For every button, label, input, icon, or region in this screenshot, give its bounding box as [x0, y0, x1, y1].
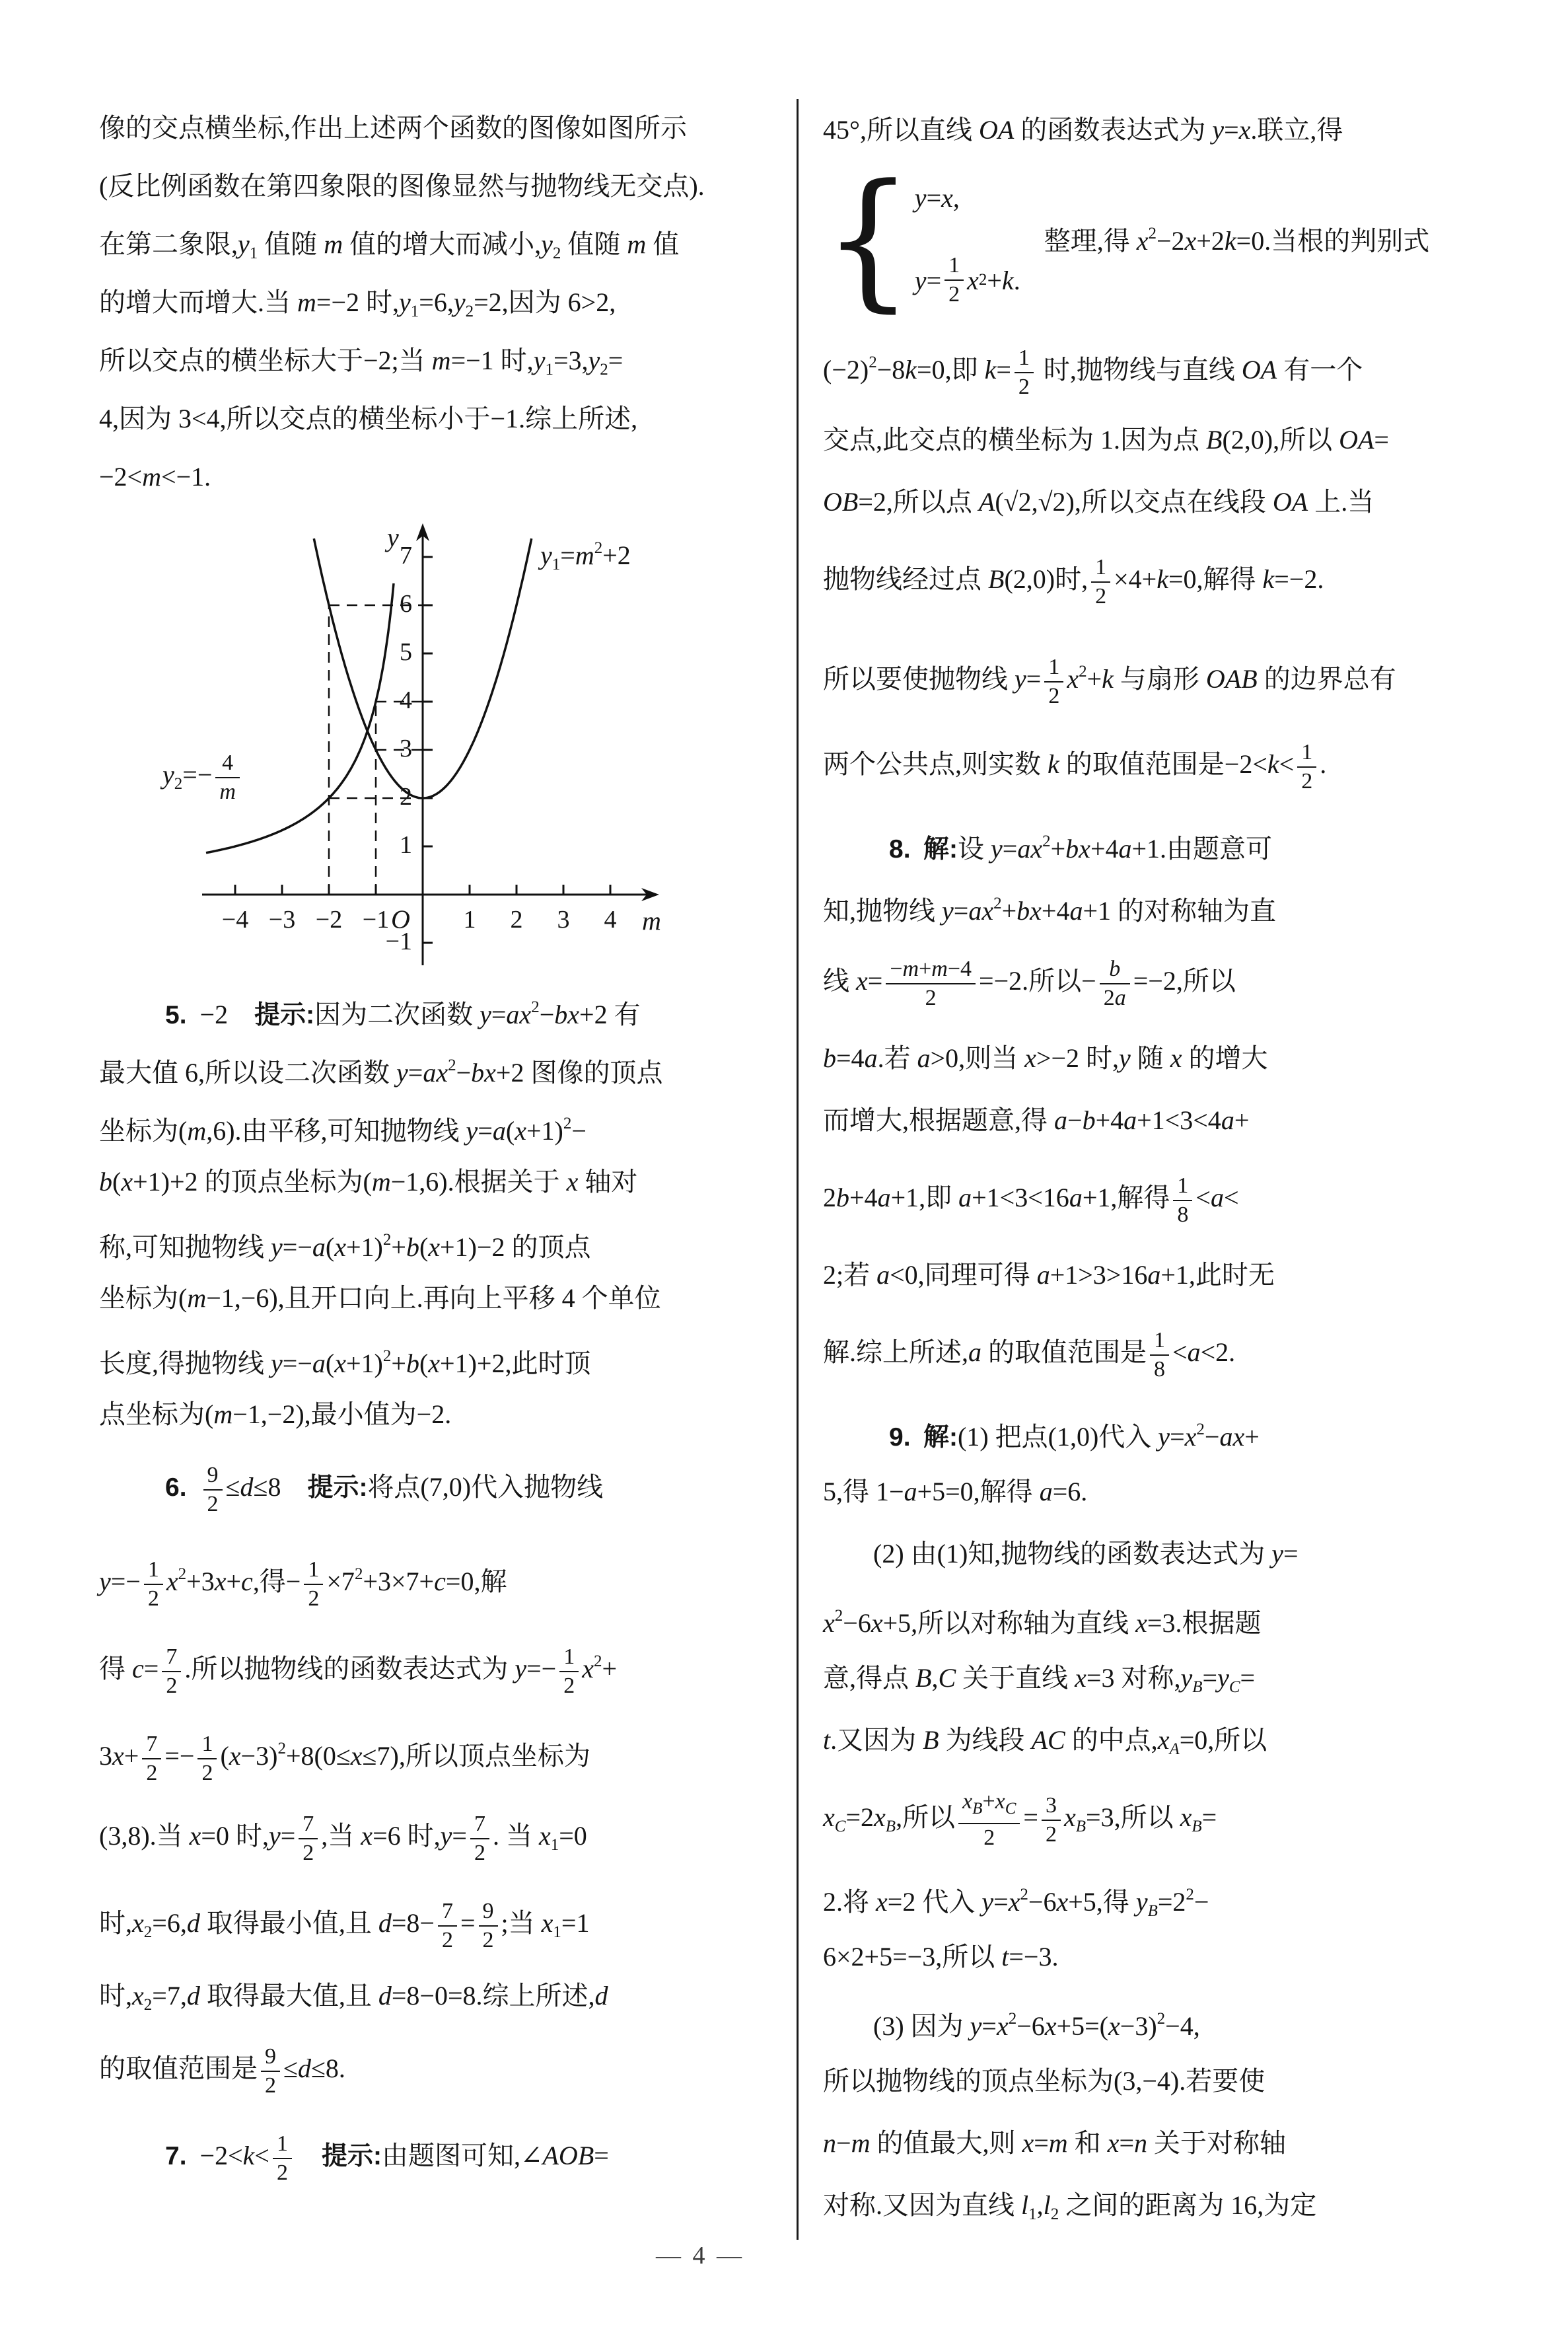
fraction: $\frac{1}{2}$: [559, 1643, 579, 1700]
y-axis-label: y: [387, 523, 399, 552]
y-tick-label: 3: [400, 735, 412, 762]
right-column: [823, 99, 1510, 2236]
text-line: 抛物线经过点 B(2,0)时, $\frac{1}{2}$ ×4+k=0,解得 k=−2.: [823, 533, 1510, 626]
text-line: 坐标为(m,6).由平移,可知抛物线 $y=a(x+1)^2-$: [99, 1115, 587, 1146]
text-line: (3) 因为 $y=x^2-6x+5=(x-3)^2-4$,: [873, 2010, 1200, 2041]
text-line: 称,可知抛物线 $y=-a(x+1)^2+b(x+1)-2$ 的顶点: [99, 1231, 591, 1262]
fraction: $\frac{-m+m-4}{2}$: [886, 955, 976, 1012]
text-line: 8. 解:设 $y=ax^2+bx+4a+1$.由题意可: [889, 832, 1273, 864]
text-line: 意,得点 B,C 关于直线 x=3 对称$,y_B=y_C=$: [823, 1663, 1256, 1696]
text-line: 4,因为 3<4,所以交点的横坐标小于−1.综上所述,: [99, 404, 638, 433]
text-line: 3x+ $\frac{7}{2}$ =− $\frac{1}{2}$ $(x-3)^2+8(0\le x\le 7)$,所以顶点坐标为: [99, 1705, 786, 1792]
y-tick-label: 6: [400, 590, 412, 618]
fraction: $\frac{1}{8}$: [1150, 1327, 1169, 1384]
text-line: 所以交点的横坐标大于−2;当 m=−1 时$,y_1=3,y_2=$: [99, 346, 624, 379]
fraction: $\frac{1}{2}$: [1091, 554, 1110, 610]
y-tick-label: 1: [400, 831, 412, 859]
fraction: $\frac{1}{2}$: [197, 1730, 217, 1787]
equation-line: y = x ,: [914, 182, 960, 213]
text-line: 时$,x_2=6,d$ 取得最小值,且 d=8− $\frac{7}{2}$ = $\frac{9}{2}$ ;当 $x_1=1$: [99, 1880, 786, 1967]
fraction: $\frac{1}{2}$: [1297, 739, 1316, 795]
fraction: $\frac{9}{2}$: [203, 1461, 223, 1518]
fraction: $\frac{9}{2}$: [479, 1898, 498, 1954]
text-line: 最大值 6,所以设二次函数 $y=ax^2-bx+2$ 图像的顶点: [99, 1056, 663, 1088]
text-line: 坐标为(m−1,−6),且开口向上.再向上平移 4 个单位: [99, 1283, 661, 1313]
fraction: $\frac{1}{2}$: [1015, 344, 1034, 401]
text-line: 所以要使抛物线 y= $\frac{1}{2}$ $x^2+k$ 与扇形 OAB 的边界总有: [823, 626, 1510, 718]
x-tick-label: 2: [510, 906, 523, 934]
y-tick-label: 4: [400, 686, 412, 714]
x-tick-label: −1: [362, 906, 390, 934]
system-equations: [915, 171, 1020, 307]
text-line: 对称.又因为直线 $l_1,l_2$ 之间的距离为 16,为定: [823, 2190, 1317, 2223]
text-line: 7. −2<k< $\frac{1}{2}$ 提示:由题图可知,∠AOB=: [99, 2112, 786, 2199]
text-line: 所以抛物线的顶点坐标为(3,−4).若要使: [823, 2066, 1265, 2096]
text-line: 交点,此交点的横坐标为 1.因为点 B(2,0),所以 OA=: [823, 425, 1389, 455]
fraction: $\frac{1}{2}$: [144, 1556, 163, 1613]
text-line: 2b+4a+1,即 a+1<3<16a+1,解得 $\frac{1}{8}$ <a<: [823, 1152, 1510, 1244]
fraction: $\frac{1}{2}$: [1044, 653, 1063, 710]
fraction: $\frac{1}{8}$: [1173, 1172, 1192, 1229]
y-tick-label: 5: [400, 638, 412, 666]
fraction: $\frac{9}{2}$: [261, 2043, 280, 2100]
text-line: 45°,所以直线 OA 的函数表达式为 y=x.联立,得: [823, 115, 1343, 145]
fraction: $\frac{7}{2}$: [438, 1898, 457, 1954]
page-number-text: — 4 —: [656, 2242, 744, 2270]
text-line: 得 c= $\frac{7}{2}$ .所以抛物线的函数表达式为 y=− $\frac{1}{2}$ $x^2+$: [99, 1618, 786, 1705]
text-line: $x_C=2x_B$,所以 $\frac{x_B+x_C}{2}$ = $\frac{3}{2}$ $x_B=3$,所以 $x_B=$: [823, 1771, 1510, 1864]
text-line: 两个公共点,则实数 k 的取值范围是−2<k< $\frac{1}{2}$ .: [823, 718, 1510, 811]
text-line: 知,抛物线 $y=ax^2+bx+4a+1$ 的对称轴为直: [823, 895, 1277, 926]
fraction: $\frac{4}{m}$: [215, 749, 240, 806]
x-tick-label: −2: [315, 906, 343, 934]
text-line: 6. $\frac{9}{2}$ ≤d≤8 提示:将点(7,0)代入抛物线: [99, 1444, 786, 1531]
fraction: $\frac{1}{2}$: [944, 252, 964, 309]
text-line: n−m 的值最大,则 x=m 和 x=n 关于对称轴: [823, 2128, 1286, 2158]
text-line: −2<m<−1.: [99, 462, 211, 492]
text-line: 的取值范围是 $\frac{9}{2}$ ≤d≤8.: [99, 2025, 786, 2112]
text-line: 点坐标为(m−1,−2),最小值为−2.: [99, 1399, 452, 1429]
y-tick-label: 7: [400, 542, 412, 570]
text-line: 9. 解:(1) 把点(1,0)代入 $y=x^2-ax+$: [889, 1421, 1260, 1452]
x-tick-label: 4: [604, 906, 617, 934]
text-line: 2;若 a<0,同理可得 a+1>3>16a+1,此时无: [823, 1260, 1275, 1290]
text-line: (反比例函数在第四象限的图像显然与抛物线无交点).: [99, 171, 705, 201]
curve-y2-label: $y_2=-$ $\frac{4}{m}$: [162, 749, 243, 806]
text-line: 5. −2 提示:因为二次函数 $y=ax^2-bx+2$ 有: [165, 998, 641, 1029]
text-line: 而增大,根据题意,得 a−b+4a+1<3<4a+: [823, 1105, 1250, 1135]
fraction: $\frac{b}{2a}$: [1100, 955, 1130, 1012]
curve-y2: [206, 583, 394, 853]
x-tick-label: 3: [557, 906, 570, 934]
page-number: [608, 2241, 793, 2270]
graph-canvas: [99, 506, 786, 978]
text-line: 长度,得抛物线 $y=-a(x+1)^2+b(x+1)+2$,此时顶: [99, 1347, 591, 1378]
text-line: 解.综上所述,a 的取值范围是 $\frac{1}{8}$ <a<2.: [823, 1306, 1510, 1399]
x-tick-label: −4: [221, 906, 249, 934]
equation-line: y = $\frac{1}{2}$ x 2 + k .: [915, 254, 1020, 307]
text-line: y=− $\frac{1}{2}$ $x^2+3x+c$,得− $\frac{1}{2}$ $\times 7^2+3\times 7+c=0$,解: [99, 1531, 786, 1618]
text-line: 像的交点横坐标,作出上述两个函数的图像如图所示: [99, 113, 687, 143]
fraction: $\frac{7}{2}$: [162, 1643, 181, 1700]
text-line: (3,8).当 x=0 时,y= $\frac{7}{2}$ ,当 x=6 时,y= $\frac{7}{2}$ . 当 $x_1=0$: [99, 1792, 786, 1880]
text-line: (2) 由(1)知,抛物线的函数表达式为 y=: [873, 1539, 1299, 1568]
text-line: $(-2)^2-8k=0$,即 k= $\frac{1}{2}$ 时,抛物线与直线 OA 有一个: [823, 316, 1510, 409]
fraction: $\frac{1}{2}$: [273, 2130, 292, 2187]
y-tick-label: 2: [400, 783, 412, 811]
fraction: $\frac{7}{2}$: [299, 1810, 318, 1867]
left-column: [99, 99, 786, 2199]
x-tick-label: 1: [463, 906, 476, 934]
fraction: $\frac{3}{2}$: [1042, 1792, 1061, 1849]
x-tick-label: −3: [268, 906, 296, 934]
text-line: OB=2,所以点 A(√2,√2),所以交点在线段 OA 上.当: [823, 487, 1374, 517]
curve-y1-label: $y_1=m^2+2$: [540, 539, 631, 573]
text-line: 6×2+5=−3,所以 t=−3.: [823, 1942, 1059, 1972]
text-line: 的增大而增大.当 m=−2 时$,y_1=6,y_2=2$,因为 6>2,: [99, 287, 616, 320]
origin-label: O: [391, 904, 410, 934]
fraction: $\frac{x_B+x_C}{2}$: [958, 1788, 1020, 1852]
text-line: 在第二象限$,y_1$ 值随 m 值的增大而减小$,y_2$ 值随 m 值: [99, 229, 680, 262]
system-after-text: 整理,得 $x^2-2x+2k=0$.当根的判别式: [1044, 225, 1430, 256]
text-line: 5,得 1−a+5=0,解得 a=6.: [823, 1477, 1088, 1506]
fraction: $\frac{7}{2}$: [470, 1810, 489, 1867]
fraction: $\frac{7}{2}$: [142, 1730, 161, 1787]
y-tick-label: −1: [385, 928, 412, 955]
text-line: $x^2-6x+5$,所以对称轴为直线 x=3.根据题: [823, 1607, 1262, 1638]
column-divider: [797, 99, 799, 2240]
text-line: 线 x= $\frac{-m+m-4}{2}$ =−2.所以− $\frac{b}{2a}$ =−2,所以: [823, 935, 1510, 1027]
equation-system: [823, 151, 1510, 326]
function-graph: [99, 506, 786, 978]
text-line: b(x+1)+2 的顶点坐标为(m−1,6).根据关于 x 轴对: [99, 1167, 638, 1197]
fraction: $\frac{1}{2}$: [304, 1556, 323, 1613]
text-line: t.又因为 B 为线段 AC 的中点$,x_A=0$,所以: [823, 1725, 1267, 1758]
text-line: 时$,x_2=7,d$ 取得最大值,且 d=8−0=8.综上所述,d: [99, 1981, 608, 2014]
x-axis-label: m: [642, 906, 661, 936]
text-line: b=4a.若 a>0,则当 x>−2 时,y 随 x 的增大: [823, 1043, 1268, 1073]
system-brace: {: [823, 151, 913, 326]
text-line: 2.将 x=2 代入 $y=x^2-6x+5$,得 $y_B=2^2-$: [823, 1886, 1209, 1920]
